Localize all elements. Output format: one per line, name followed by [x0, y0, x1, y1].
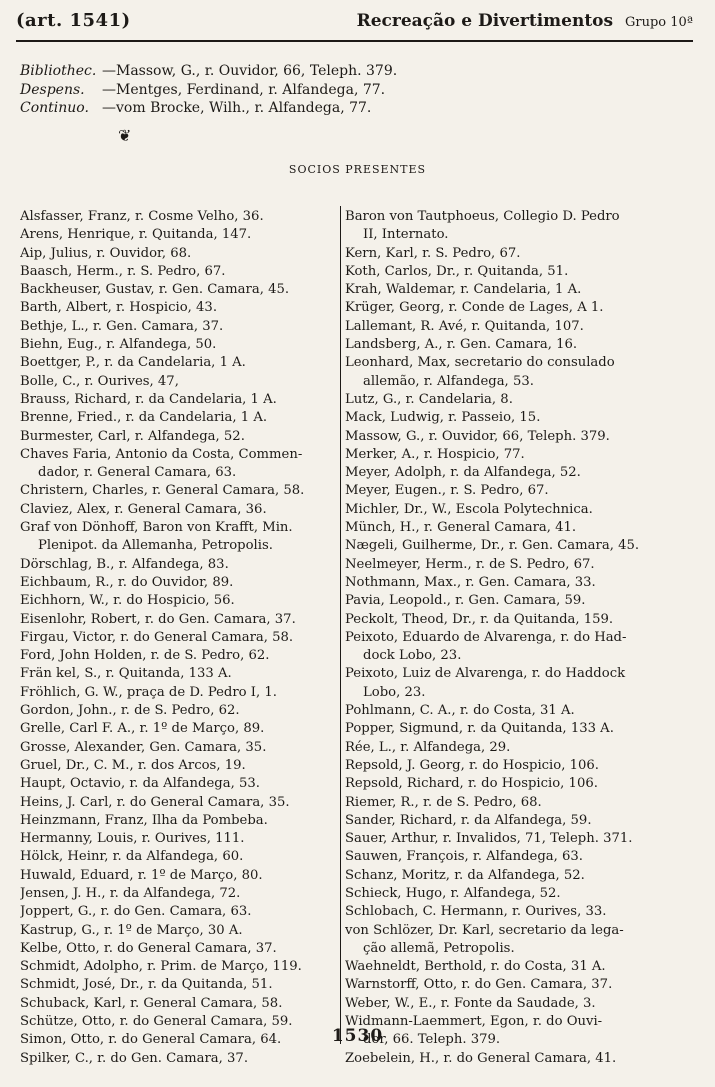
directory-entry: Pohlmann, C. A., r. do Costa, 31 A. — [345, 703, 575, 719]
directory-entry: Lallemant, R. Avé, r. Quitanda, 107. — [345, 318, 584, 334]
officer-role: Continuo. — [20, 100, 89, 116]
directory-entry: Michler, Dr., W., Escola Polytechnica. — [345, 501, 593, 517]
directory-entry: Meyer, Eugen., r. S. Pedro, 67. — [345, 483, 549, 499]
directory-entry: Massow, G., r. Ouvidor, 66, Teleph. 379. — [345, 428, 610, 444]
directory-entry: Pavia, Leopold., r. Gen. Camara, 59. — [345, 593, 586, 609]
directory-entry: Baron von Tautphoeus, Collegio D. Pedro — [345, 209, 620, 224]
section-title: SOCIOS PRESENTES — [288, 163, 427, 176]
directory-entry: Chaves Faria, Antonio da Costa, Commen- — [20, 446, 303, 462]
directory-entry: ção allemã, Petropolis. — [363, 940, 515, 956]
directory-entry: Merker, A., r. Hospicio, 77. — [345, 446, 525, 462]
directory-entry: Spilker, C., r. do Gen. Camara, 37. — [20, 1050, 249, 1066]
header-rule — [16, 40, 693, 42]
directory-entry: Christern, Charles, r. General Camara, 58. — [20, 483, 305, 499]
directory-entry: dador, r. General Camara, 63. — [38, 465, 237, 481]
directory-entry: Frän kel, S., r. Quitanda, 133 A. — [20, 666, 232, 682]
directory-entry: Leonhard, Max, secretario do consulado — [345, 355, 615, 371]
directory-entry: Alsfasser, Franz, r. Cosme Velho, 36. — [20, 209, 264, 224]
directory-entry: Bolle, C., r. Ourives, 47, — [20, 373, 179, 389]
officer-text: —Massow, G., r. Ouvidor, 66, Teleph. 379. — [102, 63, 398, 79]
directory-entry: Hölck, Heinr, r. da Alfandega, 60. — [20, 849, 244, 865]
directory-entry: Fröhlich, G. W., praça de D. Pedro I, 1. — [20, 684, 277, 700]
directory-entry: Joppert, G., r. do Gen. Camara, 63. — [20, 904, 252, 920]
directory-entry: Sander, Richard, r. da Alfandega, 59. — [345, 812, 592, 828]
directory-entry: Schütze, Otto, r. do General Camara, 59. — [20, 1014, 293, 1030]
directory-entry: Barth, Albert, r. Hospicio, 43. — [20, 300, 218, 316]
officer-row — [20, 62, 397, 81]
directory-entry: Lutz, G., r. Candelaria, 8. — [345, 391, 513, 407]
directory-entry: Weber, W., E., r. Fonte da Saudade, 3. — [345, 995, 596, 1011]
directory-entry: Dörschlag, B., r. Alfandega, 83. — [20, 556, 229, 572]
directory-entry: Brenne, Fried., r. da Candelaria, 1 A. — [20, 410, 268, 426]
directory-entry: Warnstorff, Otto, r. do Gen. Camara, 37. — [345, 977, 613, 993]
directory-entry: Eichhorn, W., r. do Hospicio, 56. — [20, 593, 235, 609]
officer-row — [20, 99, 397, 118]
directory-entry: Repsold, J. Georg, r. do Hospicio, 106. — [345, 757, 599, 773]
directory-entry: Gruel, Dr., C. M., r. dos Arcos, 19. — [20, 757, 246, 773]
directory-entry: Repsold, Richard, r. do Hospicio, 106. — [345, 776, 598, 792]
article-reference: (art. 1541) — [16, 10, 131, 31]
directory-entry: Jensen, J. H., r. da Alfandega, 72. — [20, 885, 241, 901]
directory-entry: Schieck, Hugo, r. Alfandega, 52. — [345, 885, 561, 901]
directory-entry: dock Lobo, 23. — [363, 648, 462, 664]
directory-entry: Burmester, Carl, r. Alfandega, 52. — [20, 428, 245, 444]
directory-entry: Peckolt, Theod, Dr., r. da Quitanda, 159. — [345, 611, 614, 627]
directory-entry: Ford, John Holden, r. de S. Pedro, 62. — [20, 648, 270, 664]
directory-entry: Schmidt, Adolpho, r. Prim. de Março, 119. — [20, 959, 302, 975]
directory-entry: Nothmann, Max., r. Gen. Camara, 33. — [345, 574, 596, 590]
right-column — [345, 208, 695, 1068]
directory-entry: Grosse, Alexander, Gen. Camara, 35. — [20, 739, 267, 755]
directory-entry: Mack, Ludwig, r. Passeio, 15. — [345, 410, 541, 426]
directory-entry: Huwald, Eduard, r. 1º de Março, 80. — [20, 867, 263, 883]
directory-entry: Rée, L., r. Alfandega, 29. — [345, 739, 511, 755]
directory-entry: Bethje, L., r. Gen. Camara, 37. — [20, 318, 224, 334]
directory-entry: Kelbe, Otto, r. do General Camara, 37. — [20, 940, 277, 956]
directory-entry: Boettger, P., r. da Candelaria, 1 A. — [20, 355, 246, 371]
directory-entry: von Schlözer, Dr. Karl, secretario da lega- — [345, 922, 624, 938]
directory-entry: Biehn, Eug., r. Alfandega, 50. — [20, 337, 217, 353]
directory-entry: Landsberg, A., r. Gen. Camara, 16. — [345, 337, 578, 353]
ornament-icon: ❦ — [118, 126, 132, 145]
directory-entry: Krüger, Georg, r. Conde de Lages, A 1. — [345, 300, 604, 316]
directory-entry: Münch, H., r. General Camara, 41. — [345, 520, 577, 536]
directory-entry: Graf von Dönhoff, Baron von Krafft, Min. — [20, 520, 293, 536]
officer-text: —vom Brocke, Wilh., r. Alfandega, 77. — [102, 100, 372, 116]
directory-entry: Simon, Otto, r. do General Camara, 64. — [20, 1032, 282, 1048]
directory-entry: Firgau, Victor, r. do General Camara, 58. — [20, 629, 294, 645]
directory-entry: Riemer, R., r. de S. Pedro, 68. — [345, 794, 542, 810]
directory-entry: Widmann-Laemmert, Egon, r. do Ouvi- — [345, 1014, 603, 1030]
directory-entry: Nægeli, Guilherme, Dr., r. Gen. Camara, 45. — [345, 538, 640, 554]
directory-entry: Aip, Julius, r. Ouvidor, 68. — [20, 245, 192, 261]
directory-entry: Kastrup, G., r. 1º de Março, 30 A. — [20, 922, 243, 938]
directory-entry: Koth, Carlos, Dr., r. Quitanda, 51. — [345, 263, 569, 279]
directory-entry: Lobo, 23. — [363, 684, 426, 700]
header-title-wrap — [357, 11, 693, 31]
officers-list — [20, 62, 397, 118]
directory-entry: Grelle, Carl F. A., r. 1º de Março, 89. — [20, 721, 265, 737]
directory-entry: Heins, J. Carl, r. do General Camara, 35. — [20, 794, 290, 810]
directory-entry: Baasch, Herm., r. S. Pedro, 67. — [20, 263, 226, 279]
group-label: Grupo 10ª — [625, 15, 693, 30]
officer-role: Despens. — [20, 81, 85, 98]
page-number: 1530 — [331, 1026, 384, 1046]
directory-entry: Brauss, Richard, r. da Candelaria, 1 A. — [20, 391, 277, 407]
directory-entry: Peixoto, Eduardo de Alvarenga, r. do Had- — [345, 629, 627, 645]
page-title: Recreação e Divertimentos — [356, 11, 614, 31]
directory-entry: Sauer, Arthur, r. Invalidos, 71, Teleph. 371. — [345, 831, 633, 847]
directory-entry: Popper, Sigmund, r. da Quitanda, 133 A. — [345, 721, 614, 737]
directory-entry: Haupt, Octavio, r. da Alfandega, 53. — [20, 776, 260, 792]
directory-entry: Hermanny, Louis, r. Ourives, 111. — [20, 831, 245, 847]
directory-entry: allemão, r. Alfandega, 53. — [363, 373, 534, 389]
directory-entry: Gordon, John., r. de S. Pedro, 62. — [20, 703, 240, 719]
page-header — [16, 10, 693, 36]
directory-entry: Waehneldt, Berthold, r. do Costa, 31 A. — [345, 959, 606, 975]
directory-entry: Krah, Waldemar, r. Candelaria, 1 A. — [345, 282, 582, 298]
directory-entry: Neelmeyer, Herm., r. de S. Pedro, 67. — [345, 556, 595, 572]
directory-entry: Backheuser, Gustav, r. Gen. Camara, 45. — [20, 282, 290, 298]
directory-entry: Schmidt, José, Dr., r. da Quitanda, 51. — [20, 977, 273, 993]
directory-entry: Claviez, Alex, r. General Camara, 36. — [20, 501, 267, 517]
officer-text: —Mentges, Ferdinand, r. Alfandega, 77. — [102, 81, 386, 98]
officer-role: Bibliothec. — [20, 63, 97, 79]
directory-entry: Zoebelein, H., r. do General Camara, 41. — [345, 1050, 617, 1066]
left-column — [20, 208, 336, 1068]
directory-entry: dor, 66. Teleph. 379. — [363, 1032, 501, 1048]
directory-entry: Sauwen, François, r. Alfandega, 63. — [345, 849, 583, 865]
directory-entry: Eichbaum, R., r. do Ouvidor, 89. — [20, 574, 234, 590]
directory-entry: Peixoto, Luiz de Alvarenga, r. do Haddock — [345, 666, 626, 682]
directory-entry: Kern, Karl, r. S. Pedro, 67. — [345, 245, 521, 261]
directory-entry: II, Internato. — [363, 227, 449, 243]
directory-entry: Meyer, Adolph, r. da Alfandega, 52. — [345, 465, 581, 481]
directory-entry: Eisenlohr, Robert, r. do Gen. Camara, 37. — [20, 611, 296, 627]
directory-entry: Arens, Henrique, r. Quitanda, 147. — [20, 227, 252, 243]
directory-entry: Schanz, Moritz, r. da Alfandega, 52. — [345, 867, 585, 883]
column-divider — [340, 206, 341, 1044]
officer-row — [20, 81, 397, 100]
directory-entry: Plenipot. da Allemanha, Petropolis. — [38, 538, 273, 554]
directory-entry: Schlobach, C. Hermann, r. Ourives, 33. — [345, 904, 607, 920]
directory-entry: Heinzmann, Franz, Ilha da Pombeba. — [20, 812, 268, 828]
directory-entry: Schuback, Karl, r. General Camara, 58. — [20, 995, 283, 1011]
